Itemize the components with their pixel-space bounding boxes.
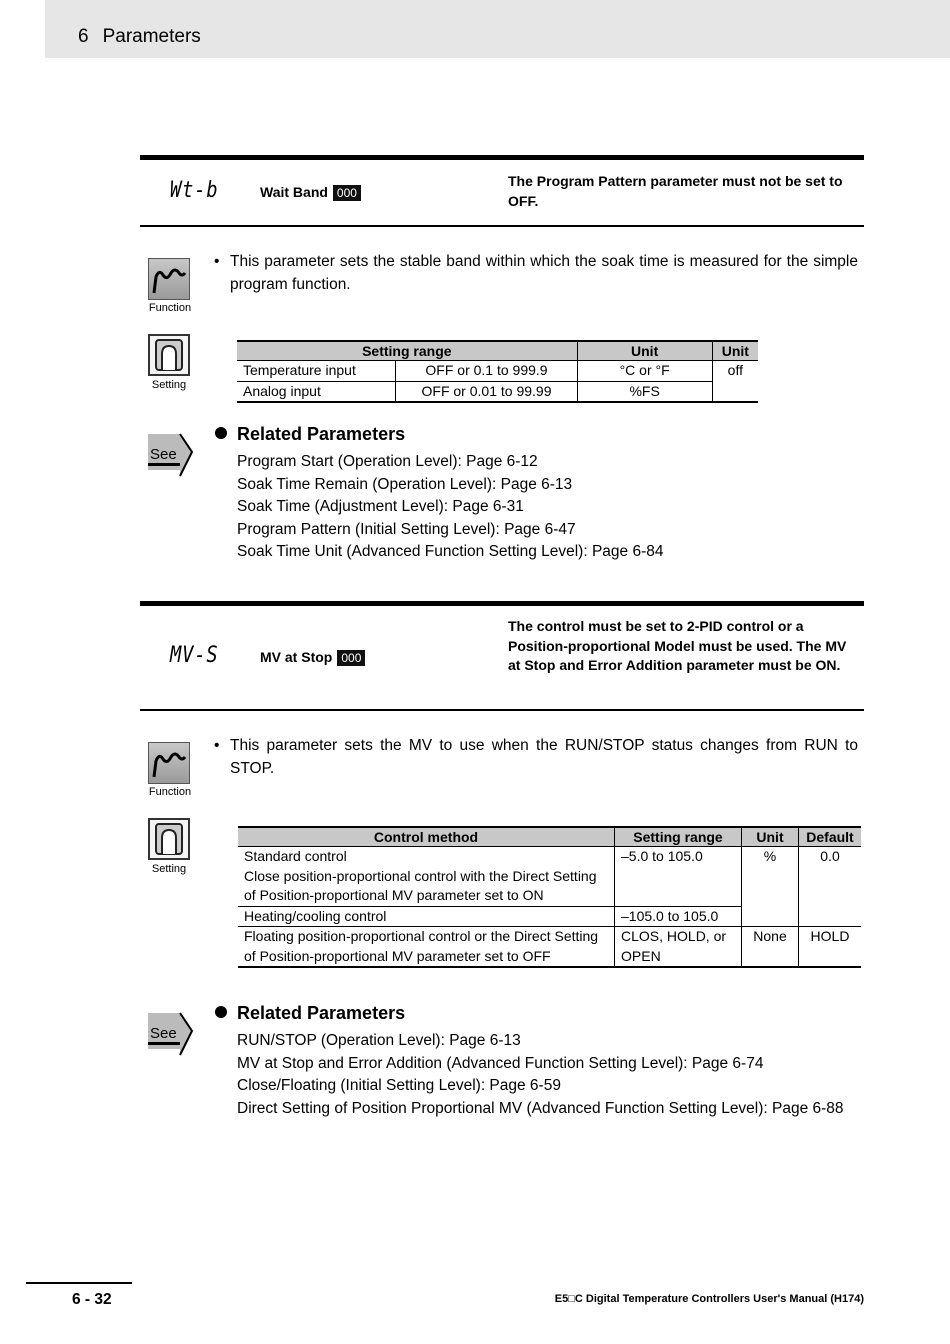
table-cell: Standard control <box>244 848 347 864</box>
table-header: Default <box>799 827 862 847</box>
related-item: MV at Stop and Error Addition (Advanced Function Setting Level): Page 6-74 <box>237 1054 764 1072</box>
related-item: Direct Setting of Position Proportional MV (Advanced Function Setting Level): Page 6-88 <box>237 1099 844 1117</box>
display-code: Wt-b <box>170 178 219 203</box>
bullet-circle-icon <box>215 427 227 439</box>
function-label: Function <box>148 786 192 798</box>
see-label: See <box>150 446 177 463</box>
table-cell: –105.0 to 105.0 <box>615 906 742 927</box>
parameter-name <box>260 184 361 201</box>
table-cell: °C or °F <box>577 361 712 382</box>
section-top-rule <box>140 601 864 606</box>
table-row <box>237 361 758 382</box>
related-list <box>237 451 664 564</box>
function-icon <box>148 742 190 784</box>
table-cell: –5.0 to 105.0 <box>615 847 742 907</box>
table-cell: OPEN <box>615 947 742 968</box>
level-badge: 000 <box>333 185 361 201</box>
description <box>214 250 858 296</box>
related-item: Soak Time Unit (Advanced Function Setting Level): Page 6-84 <box>237 543 664 560</box>
table-cell: Floating position-proportional control or the Direct Setting <box>244 928 599 944</box>
related-item: Soak Time Remain (Operation Level): Page 6-13 <box>237 475 573 493</box>
setting-label: Setting <box>151 379 187 391</box>
see-label: See <box>150 1025 177 1042</box>
table-cell: Analog input <box>237 381 396 402</box>
related-item: Soak Time (Adjustment Level): Page 6-31 <box>237 498 524 515</box>
chapter-header <box>78 26 201 48</box>
table-header: Control method <box>238 827 615 847</box>
section-top-rule <box>140 155 864 160</box>
related-heading-text: Related Parameters <box>237 1003 406 1023</box>
related-heading-text: Related Parameters <box>237 424 406 444</box>
related-item: Program Pattern (Initial Setting Level): Page 6-47 <box>237 520 576 538</box>
related-list <box>237 1030 844 1120</box>
settings-table <box>238 826 861 968</box>
table-cell: of Position-proportional MV parameter set to ON <box>238 886 615 906</box>
table-row <box>238 927 861 947</box>
section-header-rule <box>140 225 864 227</box>
bullet-icon: • <box>214 737 220 754</box>
chapter-number: 6 <box>78 26 89 47</box>
table-cell: 0.0 <box>799 847 862 927</box>
parameter-name-text: MV at Stop <box>260 649 333 665</box>
table-header: Unit <box>577 341 712 361</box>
table-row <box>237 381 758 402</box>
function-icon <box>148 258 190 300</box>
table-header: Unit <box>742 827 799 847</box>
table-cell: %FS <box>577 381 712 402</box>
table-cell: off <box>712 361 758 403</box>
footer-rule <box>26 1282 132 1284</box>
table-header-row <box>238 827 861 847</box>
section-header-rule <box>140 709 864 711</box>
parameter-name <box>260 649 365 666</box>
manual-title: E5□C Digital Temperature Controllers User's Manual (H174) <box>554 1293 864 1305</box>
table-header: Unit <box>712 341 758 361</box>
table-cell: Close position-proportional control with the Direct Setting <box>244 867 597 884</box>
related-heading <box>215 1003 405 1024</box>
table-cell: None <box>742 927 799 968</box>
table-cell: CLOS, HOLD, or <box>615 927 742 947</box>
table-cell: HOLD <box>799 927 862 968</box>
parameter-name-text: Wait Band <box>260 184 328 200</box>
table-cell: % <box>742 847 799 927</box>
related-item: Program Start (Operation Level): Page 6-12 <box>237 453 538 470</box>
function-label: Function <box>148 302 192 314</box>
table-row <box>238 847 861 867</box>
related-heading <box>215 424 405 445</box>
table-cell: of Position-proportional MV parameter set to OFF <box>238 947 615 968</box>
table-cell: Temperature input <box>237 361 396 382</box>
table-cell: OFF or 0.01 to 99.99 <box>396 381 577 402</box>
description-text: This parameter sets the MV to use when the RUN/STOP status changes from RUN to STOP. <box>230 737 858 777</box>
related-item: Close/Floating (Initial Setting Level): Page 6-59 <box>237 1077 561 1094</box>
condition-text: The control must be set to 2-PID control or a Position-proportional Model must be used. The MV at Stop and Error Addition parameter must be ON. <box>508 618 847 673</box>
setting-icon <box>148 818 190 860</box>
table-header: Setting range <box>615 827 742 847</box>
chapter-title: Parameters <box>102 26 201 47</box>
bullet-icon: • <box>214 253 220 270</box>
setting-label: Setting <box>151 863 187 875</box>
settings-table <box>237 340 758 403</box>
bullet-circle-icon <box>215 1006 227 1018</box>
display-code: MV-S <box>170 643 219 668</box>
condition-text: The Program Pattern parameter must not be set to OFF. <box>508 173 843 209</box>
table-cell: OFF or 0.1 to 999.9 <box>396 361 577 382</box>
table-header: Setting range <box>237 341 577 361</box>
table-header-row <box>237 341 758 361</box>
page-number: 6 - 32 <box>72 1291 112 1308</box>
description <box>214 734 858 780</box>
related-item: RUN/STOP (Operation Level): Page 6-13 <box>237 1032 521 1049</box>
description-text: This parameter sets the stable band within which the soak time is measured for the simple program function. <box>230 253 858 293</box>
level-badge: 000 <box>337 650 365 666</box>
setting-icon <box>148 334 190 376</box>
table-cell: Heating/cooling control <box>238 906 615 927</box>
